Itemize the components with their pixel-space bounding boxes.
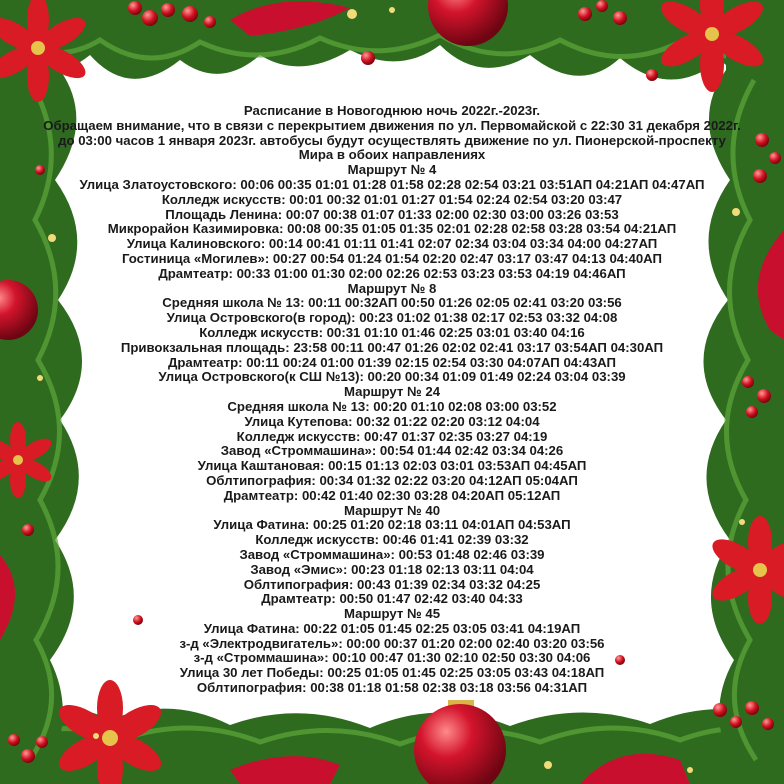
route-40-stop: Облтипография: 00:43 01:39 02:34 03:32 04:25 [243,576,541,592]
route-8-stop: Улица Островского(в город): 00:23 01:02 01:38 02:17 02:53 03:32 04:08 [166,310,618,326]
route-45-stop: Улица 30 лет Победы: 00:25 01:05 01:45 02:25 03:05 03:43 04:18АП [179,665,605,681]
route-4-stop: Микрорайон Казимировка: 00:08 00:35 01:05 01:35 02:01 02:28 02:58 03:28 03:54 04:21АП [107,221,677,237]
route-8-stop: Драмтеатр: 00:11 00:24 01:00 01:39 02:15 02:54 03:30 04:07АП 04:43АП [167,354,617,370]
traffic-notice: Обращаем внимание, что в связи с перекрытием движения по ул. Первомайской с 22:30 31 декабря 2022г. до 03:00 часов 1 января 2023г. автобусы будут осуществлять движение по ул. Пионерской-проспекту Мира в обоих направлениях [43,117,741,163]
route-4-stop: Улица Калиновского: 00:14 00:41 01:11 01:41 02:07 02:34 03:04 03:34 04:00 04:27АП [126,236,658,252]
schedule-title: Расписание в Новогоднюю ночь 2022г.-2023г. [243,103,541,118]
route-8-stop: Привокзальная площадь: 23:58 00:11 00:47 01:26 02:02 02:41 03:17 03:54АП 04:30АП [120,339,664,355]
route-45-stop: з-д «Строммашина»: 00:10 00:47 01:30 02:10 02:50 03:30 04:06 [193,650,591,666]
route-4-stop: Колледж искусств: 00:01 00:32 01:01 01:27 01:54 02:24 02:54 03:20 03:47 [161,191,623,207]
route-40-stop: Драмтеатр: 00:50 01:47 02:42 03:40 04:33 [261,591,523,607]
route-24-stop: Улица Кутепова: 00:32 01:22 02:20 03:12 04:04 [244,413,540,429]
route-4-stop: Гостиница «Могилев»: 00:27 00:54 01:24 01:54 02:20 02:47 03:17 03:47 04:13 04:40АП [121,250,663,266]
schedule-text [0,104,784,696]
route-24-stop: Завод «Строммашина»: 00:54 01:44 02:42 03:34 04:26 [220,443,564,459]
route-24-stop: Средняя школа № 13: 00:20 01:10 02:08 03:00 03:52 [227,398,557,414]
route-40-title: Маршрут № 40 [343,502,441,518]
route-4-stop: Драмтеатр: 00:33 01:00 01:30 02:00 02:26 02:53 03:23 03:53 04:19 04:46АП [158,265,626,281]
ornament-bottom-center [414,700,506,784]
route-45-stop: Облтипография: 00:38 01:18 01:58 02:38 03:18 03:56 04:31АП [196,680,588,696]
route-8-stop: Колледж искусств: 00:31 01:10 01:46 02:25 03:01 03:40 04:16 [199,324,585,340]
route-4-stop: Улица Златоустовского: 00:06 00:35 01:01 01:28 01:58 02:28 02:54 03:21 03:51АП 04:21АП 04:47АП [79,176,705,192]
route-24-stop: Драмтеатр: 00:42 01:40 02:30 03:28 04:20АП 05:12АП [223,487,561,503]
route-24-title: Маршрут № 24 [343,384,441,400]
route-24-stop: Колледж искусств: 00:47 01:37 02:35 03:27 04:19 [236,428,548,444]
route-40-stop: Завод «Строммашина»: 00:53 01:48 02:46 03:39 [239,546,545,562]
route-4-stop: Площадь Ленина: 00:07 00:38 01:07 01:33 02:00 02:30 03:00 03:26 03:53 [165,206,619,222]
route-45-stop: з-д «Электродвигатель»: 00:00 00:37 01:20 02:00 02:40 03:20 03:56 [179,635,605,651]
route-24-stop: Облтипография: 00:34 01:32 02:22 03:20 04:12АП 05:04АП [206,472,578,488]
route-45-stop: Улица Фатина: 00:22 01:05 01:45 02:25 03:05 03:41 04:19АП [203,620,581,636]
route-4-title: Маршрут № 4 [347,162,437,178]
route-8-title: Маршрут № 8 [347,280,437,296]
route-8-stop: Улица Островского(к СШ №13): 00:20 00:34 01:09 01:49 02:24 03:04 03:39 [158,369,626,385]
route-24-stop: Улица Каштановая: 00:15 01:13 02:03 03:01 03:53АП 04:45АП [197,458,587,474]
route-8-stop: Средняя школа № 13: 00:11 00:32АП 00:50 01:26 02:05 02:41 03:20 03:56 [162,295,622,311]
route-45-title: Маршрут № 45 [343,606,441,622]
route-40-stop: Завод «Эмис»: 00:23 01:18 02:13 03:11 04:04 [250,561,534,577]
route-40-stop: Улица Фатина: 00:25 01:20 02:18 03:11 04:01АП 04:53АП [213,517,571,533]
route-40-stop: Колледж искусств: 00:46 01:41 02:39 03:32 [255,532,529,548]
